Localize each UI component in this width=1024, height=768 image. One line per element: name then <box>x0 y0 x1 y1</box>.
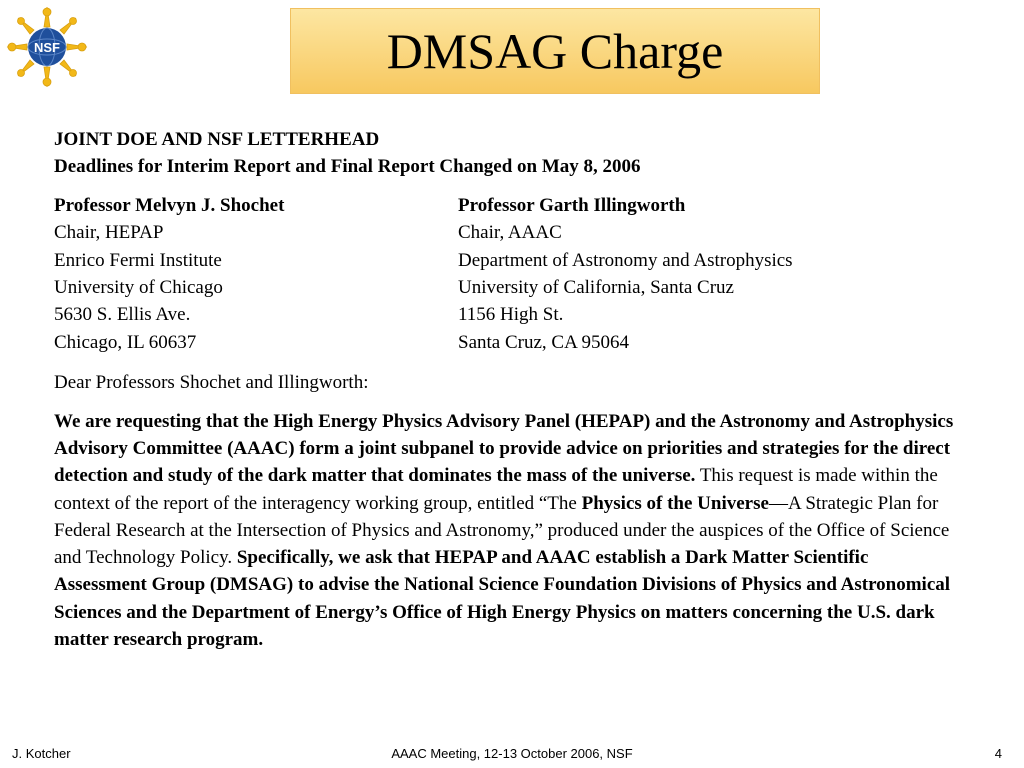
salutation: Dear Professors Shochet and Illingworth: <box>54 372 369 394</box>
addressee-line: University of California, Santa Cruz <box>458 277 734 299</box>
addressee-name: Professor Melvyn J. Shochet <box>54 194 285 216</box>
addressee-line: Santa Cruz, CA 95064 <box>458 331 629 353</box>
nsf-logo-icon <box>6 6 88 88</box>
addressee-line: Chicago, IL 60637 <box>54 331 197 353</box>
footer-author: J. Kotcher <box>12 746 71 761</box>
body-text-2: —A Strategic Plan for Federal Research at the Intersection of Physics and Astronomy,” produced under the auspices of the Office of Science and Technology Policy. <box>54 492 950 569</box>
nsf-logo <box>6 6 88 88</box>
addressee-line: University of Chicago <box>54 277 223 299</box>
addressee-line: Department of Astronomy and Astrophysics <box>458 249 793 271</box>
title-box <box>290 8 820 94</box>
addressee-line: 5630 S. Ellis Ave. <box>54 304 191 326</box>
report-title: Physics of the Universe <box>581 492 769 514</box>
body-text-1: This request is made within the context of the report of the interagency working group, entitled “The <box>54 465 938 514</box>
slide-footer <box>0 746 1024 766</box>
letter-content <box>54 126 964 653</box>
nsf-logo-text: NSF <box>34 40 60 55</box>
addressee-illingworth <box>458 192 918 356</box>
addressee-shochet <box>54 192 458 356</box>
body-bold-3: Specifically, we ask that HEPAP and AAAC establish a Dark Matter Scientific Assessment Group (DMSAG) to advise the National Science Foundation Divisions of Physics and Astronomical Sciences and the Department of Energy’s Office of High Energy Physics on matters concerning the U.S. dark matter research program. <box>54 547 951 651</box>
addressee-block <box>54 192 964 356</box>
addressee-line: Chair, HEPAP <box>54 222 164 244</box>
addressee-name: Professor Garth Illingworth <box>458 194 686 216</box>
letterhead-line-2: Deadlines for Interim Report and Final Report Changed on May 8, 2006 <box>54 156 641 178</box>
addressee-line: Chair, AAAC <box>458 222 562 244</box>
footer-meeting: AAAC Meeting, 12-13 October 2006, NSF <box>391 746 633 761</box>
letterhead-line-1: JOINT DOE AND NSF LETTERHEAD <box>54 129 380 150</box>
charge-paragraph <box>54 408 959 654</box>
addressee-line: Enrico Fermi Institute <box>54 249 222 271</box>
slide-title: DMSAG Charge <box>386 23 724 79</box>
body-bold-1: We are requesting that the High Energy Physics Advisory Panel (HEPAP) and the Astronomy and Astrophysics Advisory Committee (AAAC) form a joint subpanel to provide advice on priorities and strategies for the direct detection and study of the dark matter that dominates the mass of the universe. <box>54 410 954 487</box>
page-number: 4 <box>994 746 1002 761</box>
addressee-line: 1156 High St. <box>458 304 564 326</box>
